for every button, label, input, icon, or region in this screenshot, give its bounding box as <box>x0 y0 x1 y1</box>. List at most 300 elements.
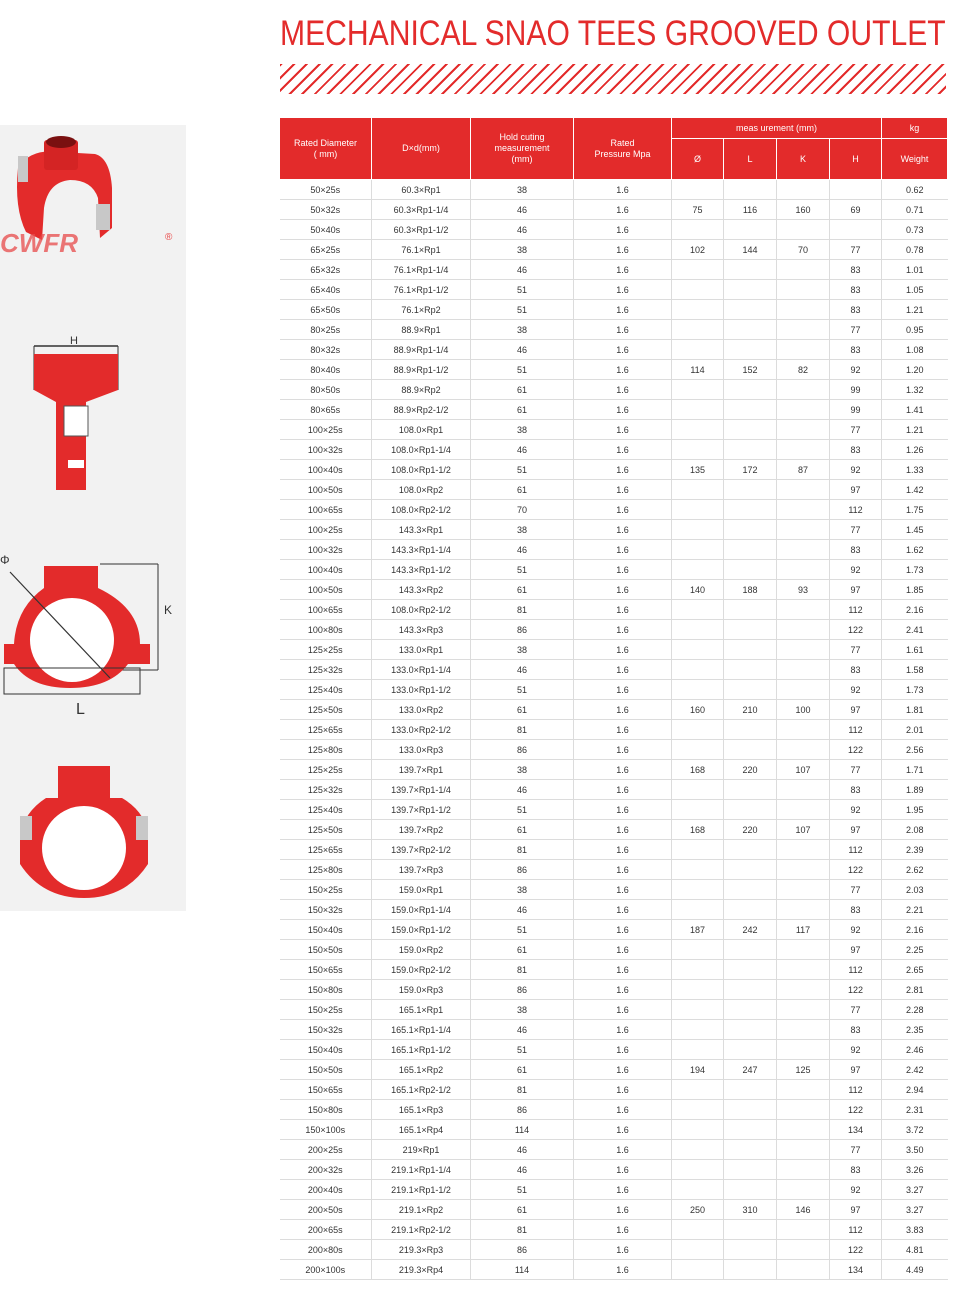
cell-pressure: 1.6 <box>574 1060 672 1080</box>
cell-h: 92 <box>830 800 882 820</box>
cell-k <box>777 1260 830 1280</box>
table-row <box>280 640 948 660</box>
cell-rated-diameter: 100×50s <box>280 480 372 500</box>
table-row <box>280 220 948 240</box>
cell-k <box>777 500 830 520</box>
cell-phi <box>672 560 724 580</box>
cell-phi <box>672 1120 724 1140</box>
cell-hold-cutting: 46 <box>471 900 574 920</box>
cell-h: 134 <box>830 1260 882 1280</box>
cell-weight: 2.08 <box>882 820 948 840</box>
cell-weight: 1.26 <box>882 440 948 460</box>
cell-phi <box>672 740 724 760</box>
cell-l: 247 <box>724 1060 777 1080</box>
cell-rated-diameter: 80×25s <box>280 320 372 340</box>
cell-rated-diameter: 125×40s <box>280 680 372 700</box>
cell-hold-cutting: 81 <box>471 720 574 740</box>
cell-hold-cutting: 61 <box>471 940 574 960</box>
cell-l <box>724 280 777 300</box>
cell-hold-cutting: 70 <box>471 500 574 520</box>
cell-h: 77 <box>830 240 882 260</box>
cell-pressure: 1.6 <box>574 1240 672 1260</box>
cell-rated-diameter: 150×25s <box>280 880 372 900</box>
cell-h: 122 <box>830 740 882 760</box>
cell-k <box>777 860 830 880</box>
cell-l <box>724 260 777 280</box>
cell-k <box>777 1220 830 1240</box>
cell-rated-diameter: 150×65s <box>280 960 372 980</box>
cell-hold-cutting: 51 <box>471 800 574 820</box>
cell-k <box>777 260 830 280</box>
cell-weight: 2.35 <box>882 1020 948 1040</box>
cell-weight: 1.21 <box>882 300 948 320</box>
cell-l <box>724 1160 777 1180</box>
cell-phi <box>672 1180 724 1200</box>
cell-pressure: 1.6 <box>574 200 672 220</box>
cell-rated-diameter: 100×80s <box>280 620 372 640</box>
cell-l <box>724 1080 777 1100</box>
cell-hold-cutting: 46 <box>471 200 574 220</box>
cell-dxd: 139.7×Rp1-1/2 <box>372 800 471 820</box>
table-row <box>280 480 948 500</box>
cell-weight: 2.25 <box>882 940 948 960</box>
cell-rated-diameter: 150×32s <box>280 900 372 920</box>
cell-pressure: 1.6 <box>574 780 672 800</box>
brand-registered-mark: ® <box>165 232 173 243</box>
cell-h: 92 <box>830 1040 882 1060</box>
cell-h <box>830 220 882 240</box>
cell-dxd: 133.0×Rp1-1/4 <box>372 660 471 680</box>
cell-k: 82 <box>777 360 830 380</box>
cell-hold-cutting: 51 <box>471 1180 574 1200</box>
cell-h: 112 <box>830 720 882 740</box>
cell-pressure: 1.6 <box>574 1040 672 1060</box>
cell-rated-diameter: 150×65s <box>280 1080 372 1100</box>
cell-h: 77 <box>830 640 882 660</box>
cell-pressure: 1.6 <box>574 700 672 720</box>
table-row <box>280 540 948 560</box>
cell-dxd: 133.0×Rp3 <box>372 740 471 760</box>
cell-h: 77 <box>830 520 882 540</box>
cell-h: 83 <box>830 440 882 460</box>
cell-h: 112 <box>830 1080 882 1100</box>
page-title: MECHANICAL SNAO TEES GROOVED OUTLET <box>280 14 946 53</box>
cell-k <box>777 340 830 360</box>
cell-k <box>777 720 830 740</box>
cell-l: 242 <box>724 920 777 940</box>
cell-dxd: 165.1×Rp2 <box>372 1060 471 1080</box>
cell-hold-cutting: 61 <box>471 700 574 720</box>
table-row <box>280 800 948 820</box>
cell-l <box>724 1140 777 1160</box>
table-row <box>280 1020 948 1040</box>
cell-l <box>724 900 777 920</box>
cell-dxd: 139.7×Rp2 <box>372 820 471 840</box>
cell-k <box>777 300 830 320</box>
cell-hold-cutting: 51 <box>471 460 574 480</box>
cell-pressure: 1.6 <box>574 300 672 320</box>
cell-pressure: 1.6 <box>574 1180 672 1200</box>
cell-rated-diameter: 125×80s <box>280 740 372 760</box>
cell-dxd: 88.9×Rp1-1/2 <box>372 360 471 380</box>
cell-l: 220 <box>724 820 777 840</box>
cell-hold-cutting: 51 <box>471 360 574 380</box>
cell-pressure: 1.6 <box>574 400 672 420</box>
cell-phi: 250 <box>672 1200 724 1220</box>
cell-pressure: 1.6 <box>574 760 672 780</box>
cell-weight: 0.95 <box>882 320 948 340</box>
cell-hold-cutting: 51 <box>471 280 574 300</box>
cell-l <box>724 440 777 460</box>
cell-rated-diameter: 65×25s <box>280 240 372 260</box>
cell-l <box>724 1180 777 1200</box>
cell-weight: 1.41 <box>882 400 948 420</box>
cell-l <box>724 1040 777 1060</box>
cell-pressure: 1.6 <box>574 600 672 620</box>
cell-dxd: 108.0×Rp2-1/2 <box>372 500 471 520</box>
cell-k <box>777 960 830 980</box>
spec-table <box>279 117 948 1280</box>
cell-h: 97 <box>830 1060 882 1080</box>
cell-l <box>724 1260 777 1280</box>
cell-phi <box>672 1040 724 1060</box>
cell-pressure: 1.6 <box>574 860 672 880</box>
cell-h: 97 <box>830 1200 882 1220</box>
cell-rated-diameter: 80×65s <box>280 400 372 420</box>
cell-phi <box>672 720 724 740</box>
cell-hold-cutting: 51 <box>471 560 574 580</box>
cell-dxd: 165.1×Rp3 <box>372 1100 471 1120</box>
cell-pressure: 1.6 <box>574 420 672 440</box>
cell-h: 112 <box>830 500 882 520</box>
cell-weight: 1.89 <box>882 780 948 800</box>
cell-h: 122 <box>830 1240 882 1260</box>
cell-phi <box>672 440 724 460</box>
table-row <box>280 940 948 960</box>
table-row <box>280 1060 948 1080</box>
cell-k <box>777 1180 830 1200</box>
cell-phi: 194 <box>672 1060 724 1080</box>
cell-pressure: 1.6 <box>574 1080 672 1100</box>
brand-logo: CWFR <box>0 228 78 258</box>
cell-h: 83 <box>830 780 882 800</box>
cell-rated-diameter: 150×25s <box>280 1000 372 1020</box>
cell-pressure: 1.6 <box>574 660 672 680</box>
table-row <box>280 400 948 420</box>
cell-weight: 1.45 <box>882 520 948 540</box>
cell-dxd: 219.3×Rp4 <box>372 1260 471 1280</box>
cell-hold-cutting: 51 <box>471 300 574 320</box>
cell-l <box>724 1000 777 1020</box>
cell-hold-cutting: 51 <box>471 680 574 700</box>
cell-weight: 2.94 <box>882 1080 948 1100</box>
cell-hold-cutting: 86 <box>471 980 574 1000</box>
cell-h: 99 <box>830 380 882 400</box>
cell-h: 99 <box>830 400 882 420</box>
cell-k <box>777 980 830 1000</box>
cell-l <box>724 860 777 880</box>
cell-pressure: 1.6 <box>574 460 672 480</box>
cell-h: 92 <box>830 560 882 580</box>
cell-l <box>724 600 777 620</box>
cell-dxd: 143.3×Rp3 <box>372 620 471 640</box>
cell-hold-cutting: 114 <box>471 1260 574 1280</box>
cell-phi <box>672 500 724 520</box>
cell-l: 144 <box>724 240 777 260</box>
cell-weight: 1.21 <box>882 420 948 440</box>
cell-hold-cutting: 38 <box>471 180 574 200</box>
cell-h: 77 <box>830 1140 882 1160</box>
cell-h <box>830 180 882 200</box>
cell-l <box>724 520 777 540</box>
cell-hold-cutting: 51 <box>471 920 574 940</box>
cell-dxd: 219.1×Rp2-1/2 <box>372 1220 471 1240</box>
table-row <box>280 600 948 620</box>
cell-dxd: 165.1×Rp2-1/2 <box>372 1080 471 1100</box>
cell-dxd: 108.0×Rp1-1/2 <box>372 460 471 480</box>
cell-k <box>777 660 830 680</box>
cell-k <box>777 900 830 920</box>
cell-pressure: 1.6 <box>574 180 672 200</box>
cell-dxd: 165.1×Rp1 <box>372 1000 471 1020</box>
cell-weight: 0.73 <box>882 220 948 240</box>
cell-hold-cutting: 114 <box>471 1120 574 1140</box>
cell-dxd: 133.0×Rp2-1/2 <box>372 720 471 740</box>
cell-l <box>724 1120 777 1140</box>
cell-phi <box>672 280 724 300</box>
cell-pressure: 1.6 <box>574 360 672 380</box>
cell-h: 92 <box>830 920 882 940</box>
cell-k <box>777 680 830 700</box>
cell-weight: 2.31 <box>882 1100 948 1120</box>
cell-k: 87 <box>777 460 830 480</box>
cell-dxd: 219.1×Rp1-1/2 <box>372 1180 471 1200</box>
cell-rated-diameter: 200×25s <box>280 1140 372 1160</box>
cell-pressure: 1.6 <box>574 1200 672 1220</box>
cell-h: 83 <box>830 660 882 680</box>
cell-dxd: 60.3×Rp1 <box>372 180 471 200</box>
cell-pressure: 1.6 <box>574 440 672 460</box>
table-row <box>280 920 948 940</box>
cell-rated-diameter: 65×40s <box>280 280 372 300</box>
table-row <box>280 1000 948 1020</box>
cell-hold-cutting: 46 <box>471 660 574 680</box>
cell-hold-cutting: 86 <box>471 1100 574 1120</box>
cell-h: 97 <box>830 940 882 960</box>
cell-dxd: 159.0×Rp2 <box>372 940 471 960</box>
cell-weight: 1.32 <box>882 380 948 400</box>
cell-rated-diameter: 100×65s <box>280 600 372 620</box>
cell-dxd: 219.3×Rp3 <box>372 1240 471 1260</box>
header-weight: Weight <box>882 139 948 180</box>
cell-k <box>777 1020 830 1040</box>
cell-k <box>777 380 830 400</box>
cell-dxd: 159.0×Rp1 <box>372 880 471 900</box>
cell-phi <box>672 300 724 320</box>
cell-k <box>777 400 830 420</box>
cell-k <box>777 1120 830 1140</box>
cell-rated-diameter: 125×32s <box>280 660 372 680</box>
cell-l <box>724 220 777 240</box>
bolt-shape <box>18 156 28 182</box>
cell-l: 310 <box>724 1200 777 1220</box>
cell-pressure: 1.6 <box>574 1260 672 1280</box>
cell-phi <box>672 340 724 360</box>
title-stripe-band <box>280 64 946 94</box>
cell-k <box>777 1040 830 1060</box>
cell-rated-diameter: 200×50s <box>280 1200 372 1220</box>
cell-pressure: 1.6 <box>574 280 672 300</box>
table-row <box>280 1100 948 1120</box>
cell-phi <box>672 780 724 800</box>
cell-pressure: 1.6 <box>574 1220 672 1240</box>
cell-hold-cutting: 81 <box>471 840 574 860</box>
cell-h: 122 <box>830 1100 882 1120</box>
cell-pressure: 1.6 <box>574 840 672 860</box>
cell-dxd: 159.0×Rp2-1/2 <box>372 960 471 980</box>
cell-phi <box>672 1080 724 1100</box>
cell-rated-diameter: 80×32s <box>280 340 372 360</box>
cell-weight: 1.75 <box>882 500 948 520</box>
table-row <box>280 1260 948 1280</box>
cell-k: 107 <box>777 760 830 780</box>
table-row <box>280 1240 948 1260</box>
cell-rated-diameter: 125×50s <box>280 700 372 720</box>
cell-weight: 2.41 <box>882 620 948 640</box>
cell-l <box>724 540 777 560</box>
cell-h: 69 <box>830 200 882 220</box>
table-row <box>280 520 948 540</box>
cell-h: 77 <box>830 880 882 900</box>
cell-hold-cutting: 61 <box>471 380 574 400</box>
cell-dxd: 60.3×Rp1-1/2 <box>372 220 471 240</box>
cell-h: 77 <box>830 320 882 340</box>
table-row <box>280 680 948 700</box>
cell-phi <box>672 1140 724 1160</box>
cell-phi <box>672 880 724 900</box>
cell-weight: 1.73 <box>882 680 948 700</box>
cell-h: 92 <box>830 680 882 700</box>
cell-weight: 2.01 <box>882 720 948 740</box>
cell-k <box>777 220 830 240</box>
table-row <box>280 1140 948 1160</box>
table-row <box>280 240 948 260</box>
cell-h: 112 <box>830 960 882 980</box>
cell-dxd: 139.7×Rp1 <box>372 760 471 780</box>
table-row <box>280 200 948 220</box>
cell-dxd: 76.1×Rp1-1/2 <box>372 280 471 300</box>
table-row <box>280 1160 948 1180</box>
table-row <box>280 500 948 520</box>
cell-k: 70 <box>777 240 830 260</box>
cell-l <box>724 300 777 320</box>
cell-weight: 0.78 <box>882 240 948 260</box>
cell-hold-cutting: 61 <box>471 820 574 840</box>
cell-phi: 187 <box>672 920 724 940</box>
cell-h: 83 <box>830 900 882 920</box>
cell-k <box>777 780 830 800</box>
table-row <box>280 180 948 200</box>
cell-weight: 0.71 <box>882 200 948 220</box>
cell-weight: 2.62 <box>882 860 948 880</box>
cell-h: 122 <box>830 860 882 880</box>
cell-weight: 1.05 <box>882 280 948 300</box>
cell-pressure: 1.6 <box>574 1020 672 1040</box>
cell-l <box>724 880 777 900</box>
cell-phi <box>672 540 724 560</box>
cell-rated-diameter: 200×80s <box>280 1240 372 1260</box>
cell-pressure: 1.6 <box>574 1120 672 1140</box>
table-row <box>280 900 948 920</box>
cell-hold-cutting: 61 <box>471 580 574 600</box>
table-row <box>280 460 948 480</box>
cell-rated-diameter: 125×65s <box>280 840 372 860</box>
cell-l <box>724 840 777 860</box>
cell-rated-diameter: 80×40s <box>280 360 372 380</box>
cell-phi <box>672 260 724 280</box>
front-view-diagram <box>0 548 186 718</box>
cell-weight: 3.72 <box>882 1120 948 1140</box>
cell-hold-cutting: 46 <box>471 340 574 360</box>
cell-rated-diameter: 200×32s <box>280 1160 372 1180</box>
cell-rated-diameter: 50×25s <box>280 180 372 200</box>
cell-rated-diameter: 150×80s <box>280 980 372 1000</box>
cell-k <box>777 740 830 760</box>
table-row <box>280 260 948 280</box>
cell-weight: 4.81 <box>882 1240 948 1260</box>
cell-rated-diameter: 65×50s <box>280 300 372 320</box>
cell-k: 146 <box>777 1200 830 1220</box>
cell-l <box>724 500 777 520</box>
cell-phi <box>672 1240 724 1260</box>
cell-k <box>777 800 830 820</box>
cell-dxd: 133.0×Rp2 <box>372 700 471 720</box>
cell-h: 122 <box>830 620 882 640</box>
cell-weight: 2.28 <box>882 1000 948 1020</box>
cell-pressure: 1.6 <box>574 680 672 700</box>
cell-weight: 2.46 <box>882 1040 948 1060</box>
cell-pressure: 1.6 <box>574 620 672 640</box>
cell-dxd: 139.7×Rp2-1/2 <box>372 840 471 860</box>
cell-weight: 1.08 <box>882 340 948 360</box>
cell-l <box>724 940 777 960</box>
cell-dxd: 139.7×Rp3 <box>372 860 471 880</box>
cell-h: 97 <box>830 820 882 840</box>
table-row <box>280 560 948 580</box>
cell-hold-cutting: 86 <box>471 740 574 760</box>
cell-dxd: 88.9×Rp1-1/4 <box>372 340 471 360</box>
cell-phi <box>672 840 724 860</box>
cell-dxd: 165.1×Rp1-1/2 <box>372 1040 471 1060</box>
cell-k <box>777 420 830 440</box>
cell-k <box>777 1240 830 1260</box>
cell-phi <box>672 1160 724 1180</box>
cell-phi <box>672 220 724 240</box>
cell-hold-cutting: 46 <box>471 1160 574 1180</box>
cell-hold-cutting: 38 <box>471 880 574 900</box>
cell-hold-cutting: 38 <box>471 240 574 260</box>
cell-h: 134 <box>830 1120 882 1140</box>
cell-rated-diameter: 100×40s <box>280 560 372 580</box>
cell-rated-diameter: 150×50s <box>280 940 372 960</box>
cell-pressure: 1.6 <box>574 900 672 920</box>
cell-l: 220 <box>724 760 777 780</box>
bolt-shape <box>96 204 110 230</box>
cell-hold-cutting: 38 <box>471 320 574 340</box>
cell-l: 188 <box>724 580 777 600</box>
cell-phi <box>672 800 724 820</box>
cell-l <box>724 420 777 440</box>
